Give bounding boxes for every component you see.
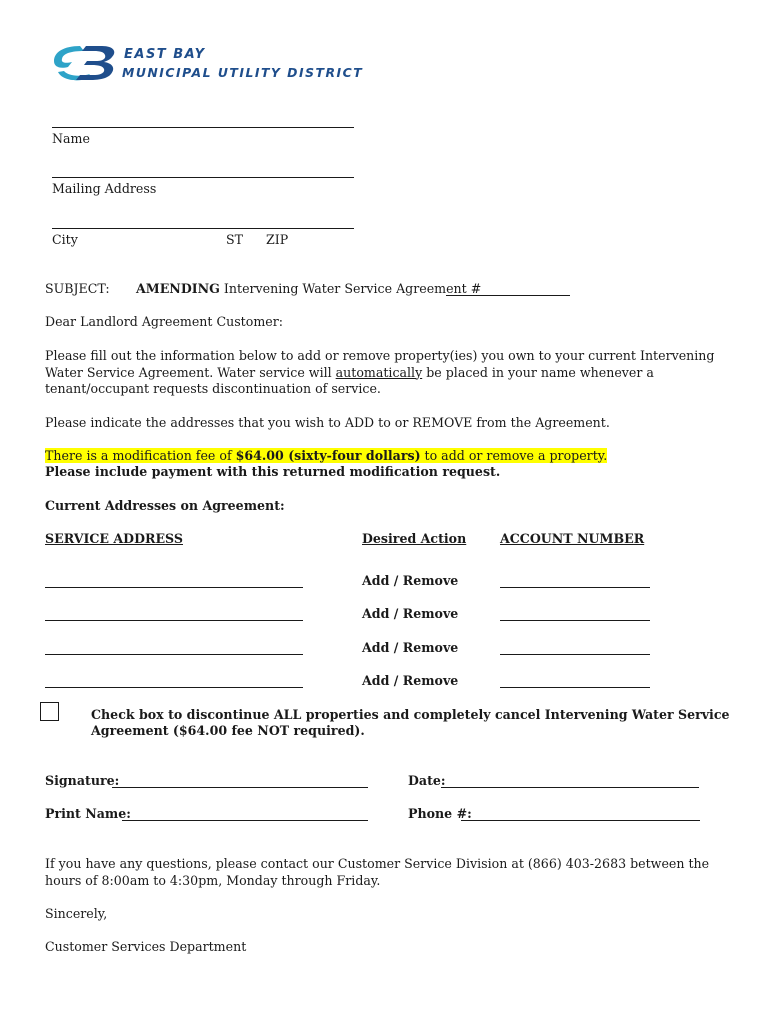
print-name-line[interactable] [122, 820, 368, 821]
date-line[interactable] [441, 787, 699, 788]
discontinue-text-line-1: Check box to discontinue ALL properties and completely cancel Intervening Water Service [91, 707, 730, 722]
logo [50, 42, 370, 86]
account-number-header: ACCOUNT NUMBER [500, 531, 645, 546]
ebmud-logo-mark-icon [50, 42, 120, 84]
discontinue-checkbox[interactable] [40, 702, 59, 721]
name-label: Name [52, 131, 90, 146]
subject-label: SUBJECT: [45, 281, 110, 296]
account-number-line-3[interactable] [500, 654, 650, 655]
signature-line[interactable] [112, 787, 368, 788]
account-number-line-4[interactable] [500, 687, 650, 688]
subject-rest: Intervening Water Service Agreement # [223, 281, 482, 296]
phone-line[interactable] [461, 820, 700, 821]
logo-line-2: MUNICIPAL UTILITY DISTRICT [122, 65, 364, 80]
mailing-address-label: Mailing Address [52, 181, 157, 196]
closing: Sincerely, [45, 906, 108, 921]
fee-text [45, 448, 607, 465]
service-address-line-3[interactable] [45, 654, 303, 655]
service-address-line-2[interactable] [45, 620, 303, 621]
fee-part-2: to add or remove a property. [420, 448, 608, 463]
current-addresses-heading: Current Addresses on Agreement: [45, 498, 285, 513]
city-line[interactable] [52, 228, 354, 229]
payment-text: Please include payment with this returned modification request. [45, 464, 501, 479]
date-label: Date: [408, 773, 446, 788]
fee-part-1: There is a modification fee of [45, 448, 236, 463]
intro-underlined: automatically [335, 364, 423, 380]
service-address-header: SERVICE ADDRESS [45, 531, 183, 546]
print-name-label: Print Name: [45, 806, 131, 821]
name-line[interactable] [52, 127, 354, 128]
salutation: Dear Landlord Agreement Customer: [45, 314, 283, 329]
action-option-3[interactable]: Add / Remove [362, 640, 459, 655]
account-number-line-2[interactable] [500, 620, 650, 621]
action-option-4[interactable]: Add / Remove [362, 673, 459, 688]
state-label: ST [226, 232, 244, 247]
department: Customer Services Department [45, 939, 247, 954]
fee-highlight [45, 448, 607, 463]
desired-action-header: Desired Action [362, 531, 467, 546]
intro-part-2: be placed in your name whenever a tenant/occupant requests discontinuation of service. [45, 364, 654, 397]
phone-label: Phone #: [408, 806, 472, 821]
signature-label: Signature: [45, 773, 120, 788]
intro-paragraph [45, 348, 735, 398]
subject-text [136, 281, 481, 298]
discontinue-text-line-2: Agreement ($64.00 fee NOT required). [91, 723, 365, 738]
service-address-line-4[interactable] [45, 687, 303, 688]
subject-bold: AMENDING [136, 281, 220, 296]
action-option-2[interactable]: Add / Remove [362, 606, 459, 621]
mailing-address-line[interactable] [52, 177, 354, 178]
indicate-text: Please indicate the addresses that you wish to ADD to or REMOVE from the Agreement. [45, 415, 610, 430]
agreement-number-line[interactable] [446, 295, 570, 296]
fee-amount: $64.00 (sixty-four dollars) [235, 448, 421, 463]
account-number-line-1[interactable] [500, 587, 650, 588]
service-address-line-1[interactable] [45, 587, 303, 588]
zip-label: ZIP [266, 232, 289, 247]
action-option-1[interactable]: Add / Remove [362, 573, 459, 588]
city-label: City [52, 232, 78, 247]
contact-paragraph: If you have any questions, please contact our Customer Service Division at (866) 403-2683 between the hours of 8:00am to 4:30pm, Monday through Friday. [45, 856, 710, 888]
logo-line-1: EAST BAY [124, 47, 206, 62]
intro-part-1: Please fill out the information below to add or remove property(ies) you own to your current Intervening Water Service Agreement. Water service will [45, 348, 715, 380]
